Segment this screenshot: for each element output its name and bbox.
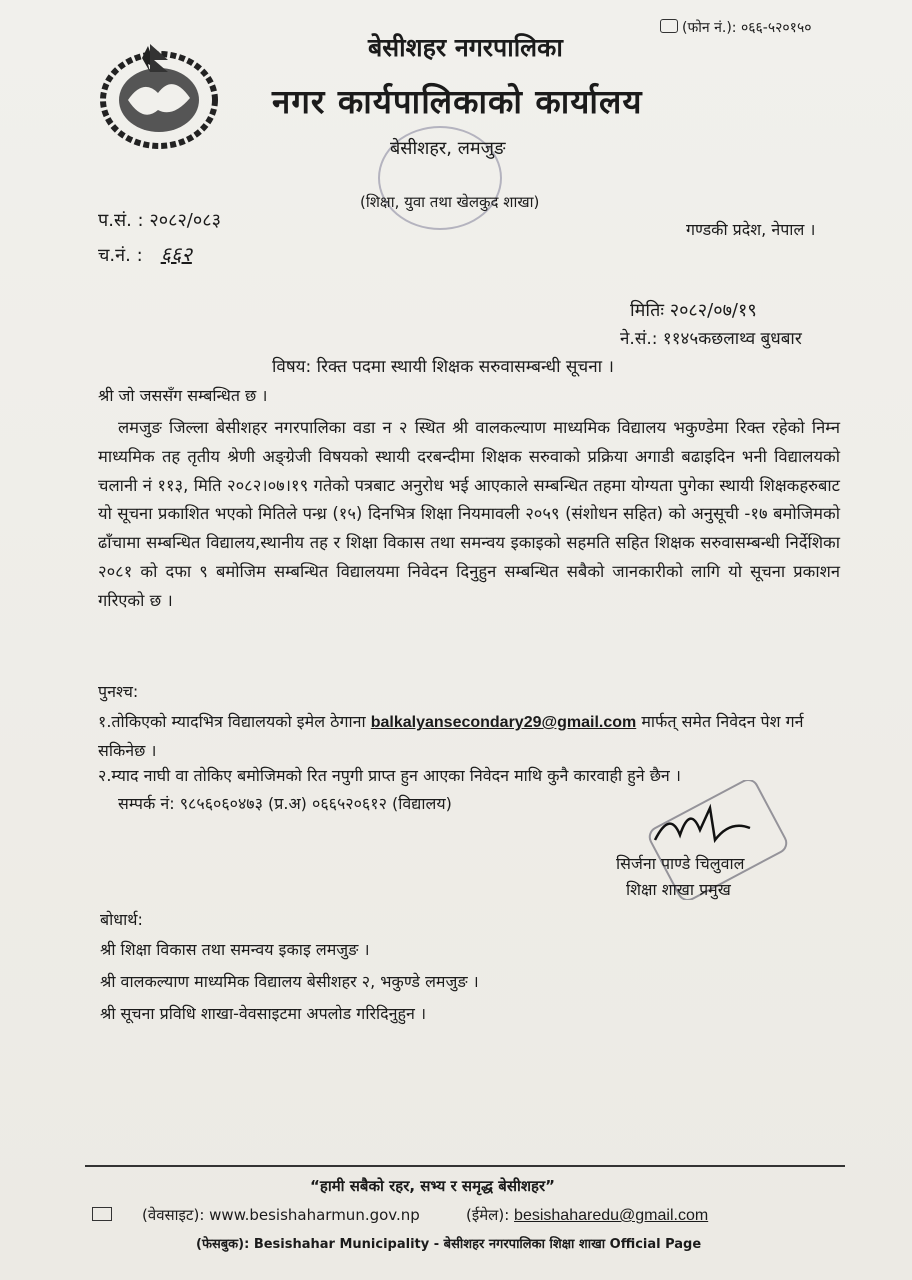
web-icon [92,1207,112,1221]
cc-label: बोधार्थ: [100,910,143,929]
note-2: २.म्याद नाघी वा तोकिए बमोजिमको रित नपुगी प्राप्त हुन आएका निवेदन माथि कुनै कारवाही हुने छैन । [98,766,681,785]
signature-scribble [650,800,760,850]
cc-item: श्री वालकल्याण माध्यमिक विद्यालय बेसीशहर २, भकुण्डे लमजुङ । [100,972,479,991]
footer-facebook: (फेसबुक): Besishahar Municipality - बेसीशहर नगरपालिका शिक्षा शाखा Official Page [196,1237,702,1252]
municipality-emblem-icon [98,38,220,150]
province-label: गण्डकी प्रदेश, नेपाल । [686,220,816,239]
dispatch-number: च.नं. : ६६२ [98,242,192,266]
footer-website: (वेवसाइट): www.besishaharmun.gov.np [92,1205,420,1225]
postscript-label: पुनश्च: [98,682,139,701]
org-name-line2: नगर कार्यपालिकाको कार्यालय [272,82,643,121]
office-address: बेसीशहर, लमजुङ [390,138,506,159]
contact-numbers: सम्पर्क नं: ९८५६०६०४७३ (प्र.अ) ०६६५२०६१२ (विद्यालय) [118,794,452,813]
nepal-sambat-date: ने.सं.: ११४५कछलाथ्व बुधबार [620,329,802,349]
org-name-line1: बेसीशहर नगरपालिका [368,33,563,62]
cc-item: श्री शिक्षा विकास तथा समन्वय इकाइ लमजुङ । [100,940,370,959]
footer-divider [85,1165,845,1167]
letter-body: लमजुङ जिल्ला बेसीशहर नगरपालिका वडा न २ स्थित श्री वालकल्याण माध्यमिक विद्यालय भकुण्डेमा रिक्त रहेको निम्न माध्यमिक तह तृतीय श्रेणी अङ्ग्रेजी विषयको स्थायी दरबन्दीमा शिक्षक सरुवाको प्रक्रिया अगाडी बढाइदिन भनी विद्यालयको चलानी नं ११३, मिति २०८२।०७।१९ गतेको पत्रबाट अनुरोध भई आएकाले सम्बन्धित तहमा योग्यता पुगेका स्थायी शिक्षकहरुबाट यो सूचना प्रकाशित भएको मितिले पन्ध्र (१५) दिनभित्र शिक्षा नियमावली २०५९ (संशोधन सहित) को अनुसूची -१७ बमोजिमको ढाँचामा सम्बन्धित विद्यालय,स्थानीय तह र शिक्षा विकास तथा समन्वय इकाइको सहमति सहित शिक्षक सरुवासम्बन्धी निर्देशिका २०८१ को दफा ९ बमोजिम सम्बन्धित विद्यालयमा निवेदन दिनुहुन सम्बन्धित सबैको जानकारीको लागि यो सूचना प्रकाशन गरिएको छ । [98,418,840,610]
reference-number: प.सं. : २०८२/०८३ [98,210,221,231]
cc-item: श्री सूचना प्रविधि शाखा-वेवसाइटमा अपलोड गरिदिनुहुन । [100,1004,427,1023]
footer-email-link[interactable]: besishaharedu@gmail.com [514,1207,709,1224]
signatory-name: सिर्जना पाण्डे चिलुवाल [616,854,745,873]
footer-slogan: “हामी सबैको रहर, सभ्य र समृद्ध बेसीशहर” [310,1177,555,1195]
letter-date: मितिः २०८२/०७/१९ [630,300,757,321]
footer-email: (ईमेल): besishaharedu@gmail.com [466,1206,709,1224]
signatory-title: शिक्षा शाखा प्रमुख [626,880,731,899]
phone-number: (फोन नं.): ०६६-५२०१५० [660,18,812,37]
letter-subject: विषय: रिक्त पदमा स्थायी शिक्षक सरुवासम्बन्धी सूचना । [272,357,614,377]
school-email-link[interactable]: balkalyansecondary29@gmail.com [370,714,637,731]
note-1: १.तोकिएको म्यादभित्र विद्यालयको इमेल ठेगाना balkalyansecondary29@gmail.com मार्फत् समेत निवेदन पेश गर्न सकिनेछ । [98,712,804,760]
telephone-icon [660,19,678,33]
salutation: श्री जो जससँग सम्बन्धित छ । [98,386,268,405]
branch-name: (शिक्षा, युवा तथा खेलकुद शाखा) [360,193,540,211]
